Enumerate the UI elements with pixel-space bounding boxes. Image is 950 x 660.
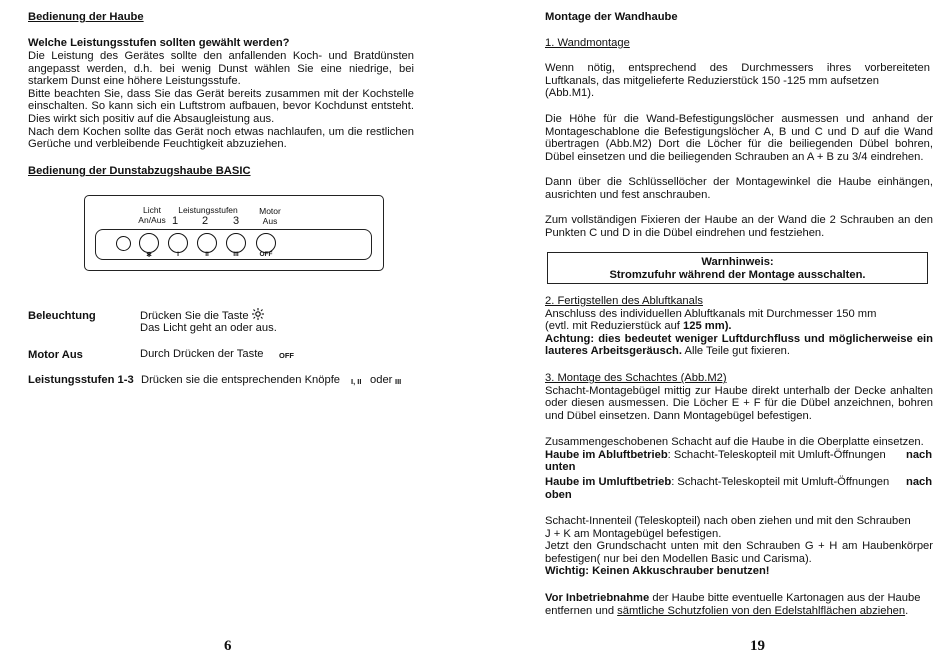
- panel-label-aus: Aus: [262, 216, 278, 226]
- speed2-label: II: [205, 251, 209, 258]
- abluft-line: Haube im Abluftbetrieb: Schacht-Teleskopteil mit Umluft-Öffnungen: [545, 448, 886, 461]
- warning-box: [547, 252, 928, 284]
- warning-title: Warnhinweis:: [701, 256, 774, 268]
- para-line: Punkten C und D in die Dübel eindrehen und festziehen.: [545, 226, 825, 239]
- abluft-nach: nach: [906, 448, 933, 461]
- title-montage-wandhaube: Montage der Wandhaube: [545, 11, 678, 23]
- section2-heading: 2. Fertigstellen des Abluftkanals: [545, 295, 703, 307]
- question-heading: Welche Leistungsstufen sollten gewählt werden?: [28, 37, 290, 49]
- para-line: einschalten. So kann sich ein Luftstrom aufbauen, bevor Kochdunst entsteht.: [28, 100, 414, 113]
- para-line: befestigen( nur bei den Modellen Basic und Carisma).: [545, 552, 812, 565]
- section2-line4: lauteres Arbeitsgeräusch. Alle Teile gut fixieren.: [545, 345, 790, 358]
- final-line1: Vor Inbetriebnahme der Haube bitte eventuelle Kartonagen aus der Haube: [545, 592, 921, 604]
- beleuchtung-text: Drücken Sie die Taste: [140, 308, 264, 323]
- para-line: übertragen (Abb.M2) Dort die Löcher für die beiliegenden Dübel bohren,: [545, 138, 933, 151]
- panel-label-motor: Motor: [259, 206, 281, 216]
- para-line: Schacht-Innenteil (Teleskopteil) nach oben ziehen und mit den Schrauben: [545, 515, 911, 527]
- umluft-nach: nach: [906, 476, 933, 488]
- light-symbol-icon: ✱: [146, 252, 152, 259]
- para-line: Die Leistung des Gerätes sollte den anfallenden Koch- und Bratdünsten: [28, 50, 414, 62]
- speed-symbols: I, II: [351, 377, 362, 386]
- para-line: Dübel einsetzen und die beiliegenden Schrauben an A + B zu 3/4 eindrehen.: [545, 150, 924, 163]
- final-line2: entfernen und sämtliche Schutzfolien von den Edelstahlflächen abziehen.: [545, 604, 909, 617]
- umluft-oben: oben: [545, 488, 572, 501]
- para-line: angepasst werden, d.h. bei wenig Dunst wählen Sie eine niedrige, bei: [28, 62, 414, 75]
- umluft-line: Haube im Umluftbetrieb: Schacht-Teleskopteil mit Umluft-Öffnungen: [545, 476, 890, 488]
- para-line: oder diesen ausmessen. Die Löcher E + F für die Dübel anzeichnen, bohren: [545, 397, 933, 410]
- para-line: Montageschablone die Befestigungslöcher A, B und C und D auf die Wand: [545, 125, 933, 138]
- leistungsstufen-text: Drücken sie die entsprechenden Knöpfe: [141, 374, 341, 386]
- para-line: J + K am Montagebügel befestigen.: [545, 527, 722, 540]
- panel-label-leistungsstufen: Leistungsstufen: [178, 205, 238, 215]
- para-line: Jetzt den Grundschacht unten mit den Schrauben G + H am Haubenkörper: [545, 540, 933, 553]
- section1-heading: 1. Wandmontage: [545, 37, 630, 49]
- warning-text: Stromzufuhr während der Montage ausschalten.: [609, 269, 866, 281]
- para-line: Dann über die Schlüssellöcher der Montagewinkel die Haube einhängen,: [545, 176, 933, 188]
- para-line: (Abb.M1).: [545, 87, 595, 100]
- para-line: starkem Dunst eine höhere Leistungsstufe.: [28, 75, 241, 88]
- wichtig-note: Wichtig: Keinen Akkuschrauber benutzen!: [545, 565, 770, 578]
- off-label: OFF: [259, 251, 273, 258]
- heading-dunstabzug-basic: Bedienung der Dunstabzugshaube BASIC: [28, 165, 251, 177]
- speed1-label: I: [177, 251, 179, 258]
- page-number-left: 6: [224, 638, 232, 654]
- label-leistungsstufen: Leistungsstufen 1-3: [28, 374, 134, 386]
- motor-off-symbol: OFF: [279, 351, 294, 360]
- para-line: ausrichten und fest anschrauben.: [545, 188, 711, 201]
- section3-para2: Zusammengeschobenen Schacht auf die Haube in die Oberplatte einsetzen.: [545, 436, 924, 448]
- heading-bedienung-haube: Bedienung der Haube: [28, 11, 144, 23]
- para-line: Bitte beachten Sie, dass Sie das Gerät bereits zusammen mit der Kochstelle: [28, 87, 414, 100]
- section2-line1: Anschluss des individuellen Abluftkanals mit Durchmesser 150 mm: [545, 307, 877, 320]
- para-line: Gerüche und verbleibende Feuchtigkeit abzuziehen.: [28, 138, 287, 151]
- section2-line2: (evtl. mit Reduzierstück auf 125 mm).: [545, 320, 732, 333]
- motor-text: Durch Drücken der Taste: [140, 348, 264, 360]
- para-line: Luftkanals, das mitgelieferte Reduzierstück 150 -125 mm aufsetzen: [545, 74, 879, 87]
- para-line: und Dübel einsetzen. Dann Montagebügel befestigen.: [545, 409, 812, 422]
- panel-number-2: 2: [202, 215, 209, 227]
- para-line: Zum vollständigen Fixieren der Haube an der Wand die 2 Schrauben an den: [545, 214, 933, 226]
- panel-number-3: 3: [233, 215, 240, 227]
- panel-label-licht: Licht: [143, 205, 161, 215]
- label-beleuchtung: Beleuchtung: [28, 310, 96, 322]
- speed-symbol-3: III: [395, 377, 402, 386]
- panel-label-an-aus: An/Aus: [138, 215, 166, 225]
- para-line: Schacht-Montagebügel mittig zur Haube direkt unterhalb der Decke anhalten: [545, 384, 933, 397]
- abluft-unten: unten: [545, 461, 576, 474]
- label-motor-aus: Motor Aus: [28, 349, 83, 361]
- page-number-right: 19: [750, 638, 765, 654]
- stufen-oder: oder: [370, 374, 393, 386]
- speed3-label: III: [233, 251, 239, 258]
- para-line: Dies wirkt sich positiv auf die Absaugleistung aus.: [28, 113, 275, 125]
- beleuchtung-text2: Das Licht geht an oder aus.: [140, 322, 277, 334]
- para-line: Die Höhe für die Wand-Befestigungslöcher ausmessen und anhand der: [545, 113, 933, 125]
- para-line: Nach dem Kochen sollte das Gerät noch etwas nachlaufen, um die restlichen: [28, 125, 414, 138]
- section3-heading: 3. Montage des Schachtes (Abb.M2): [545, 372, 727, 384]
- para-line: Wenn nötig, entsprechend des Durchmessers ihres vorbereiteten: [545, 62, 930, 74]
- panel-number-1: 1: [172, 215, 179, 227]
- section2-line3: Achtung: dies bedeutet weniger Luftdurchfluss und möglicherweise ein: [545, 332, 933, 345]
